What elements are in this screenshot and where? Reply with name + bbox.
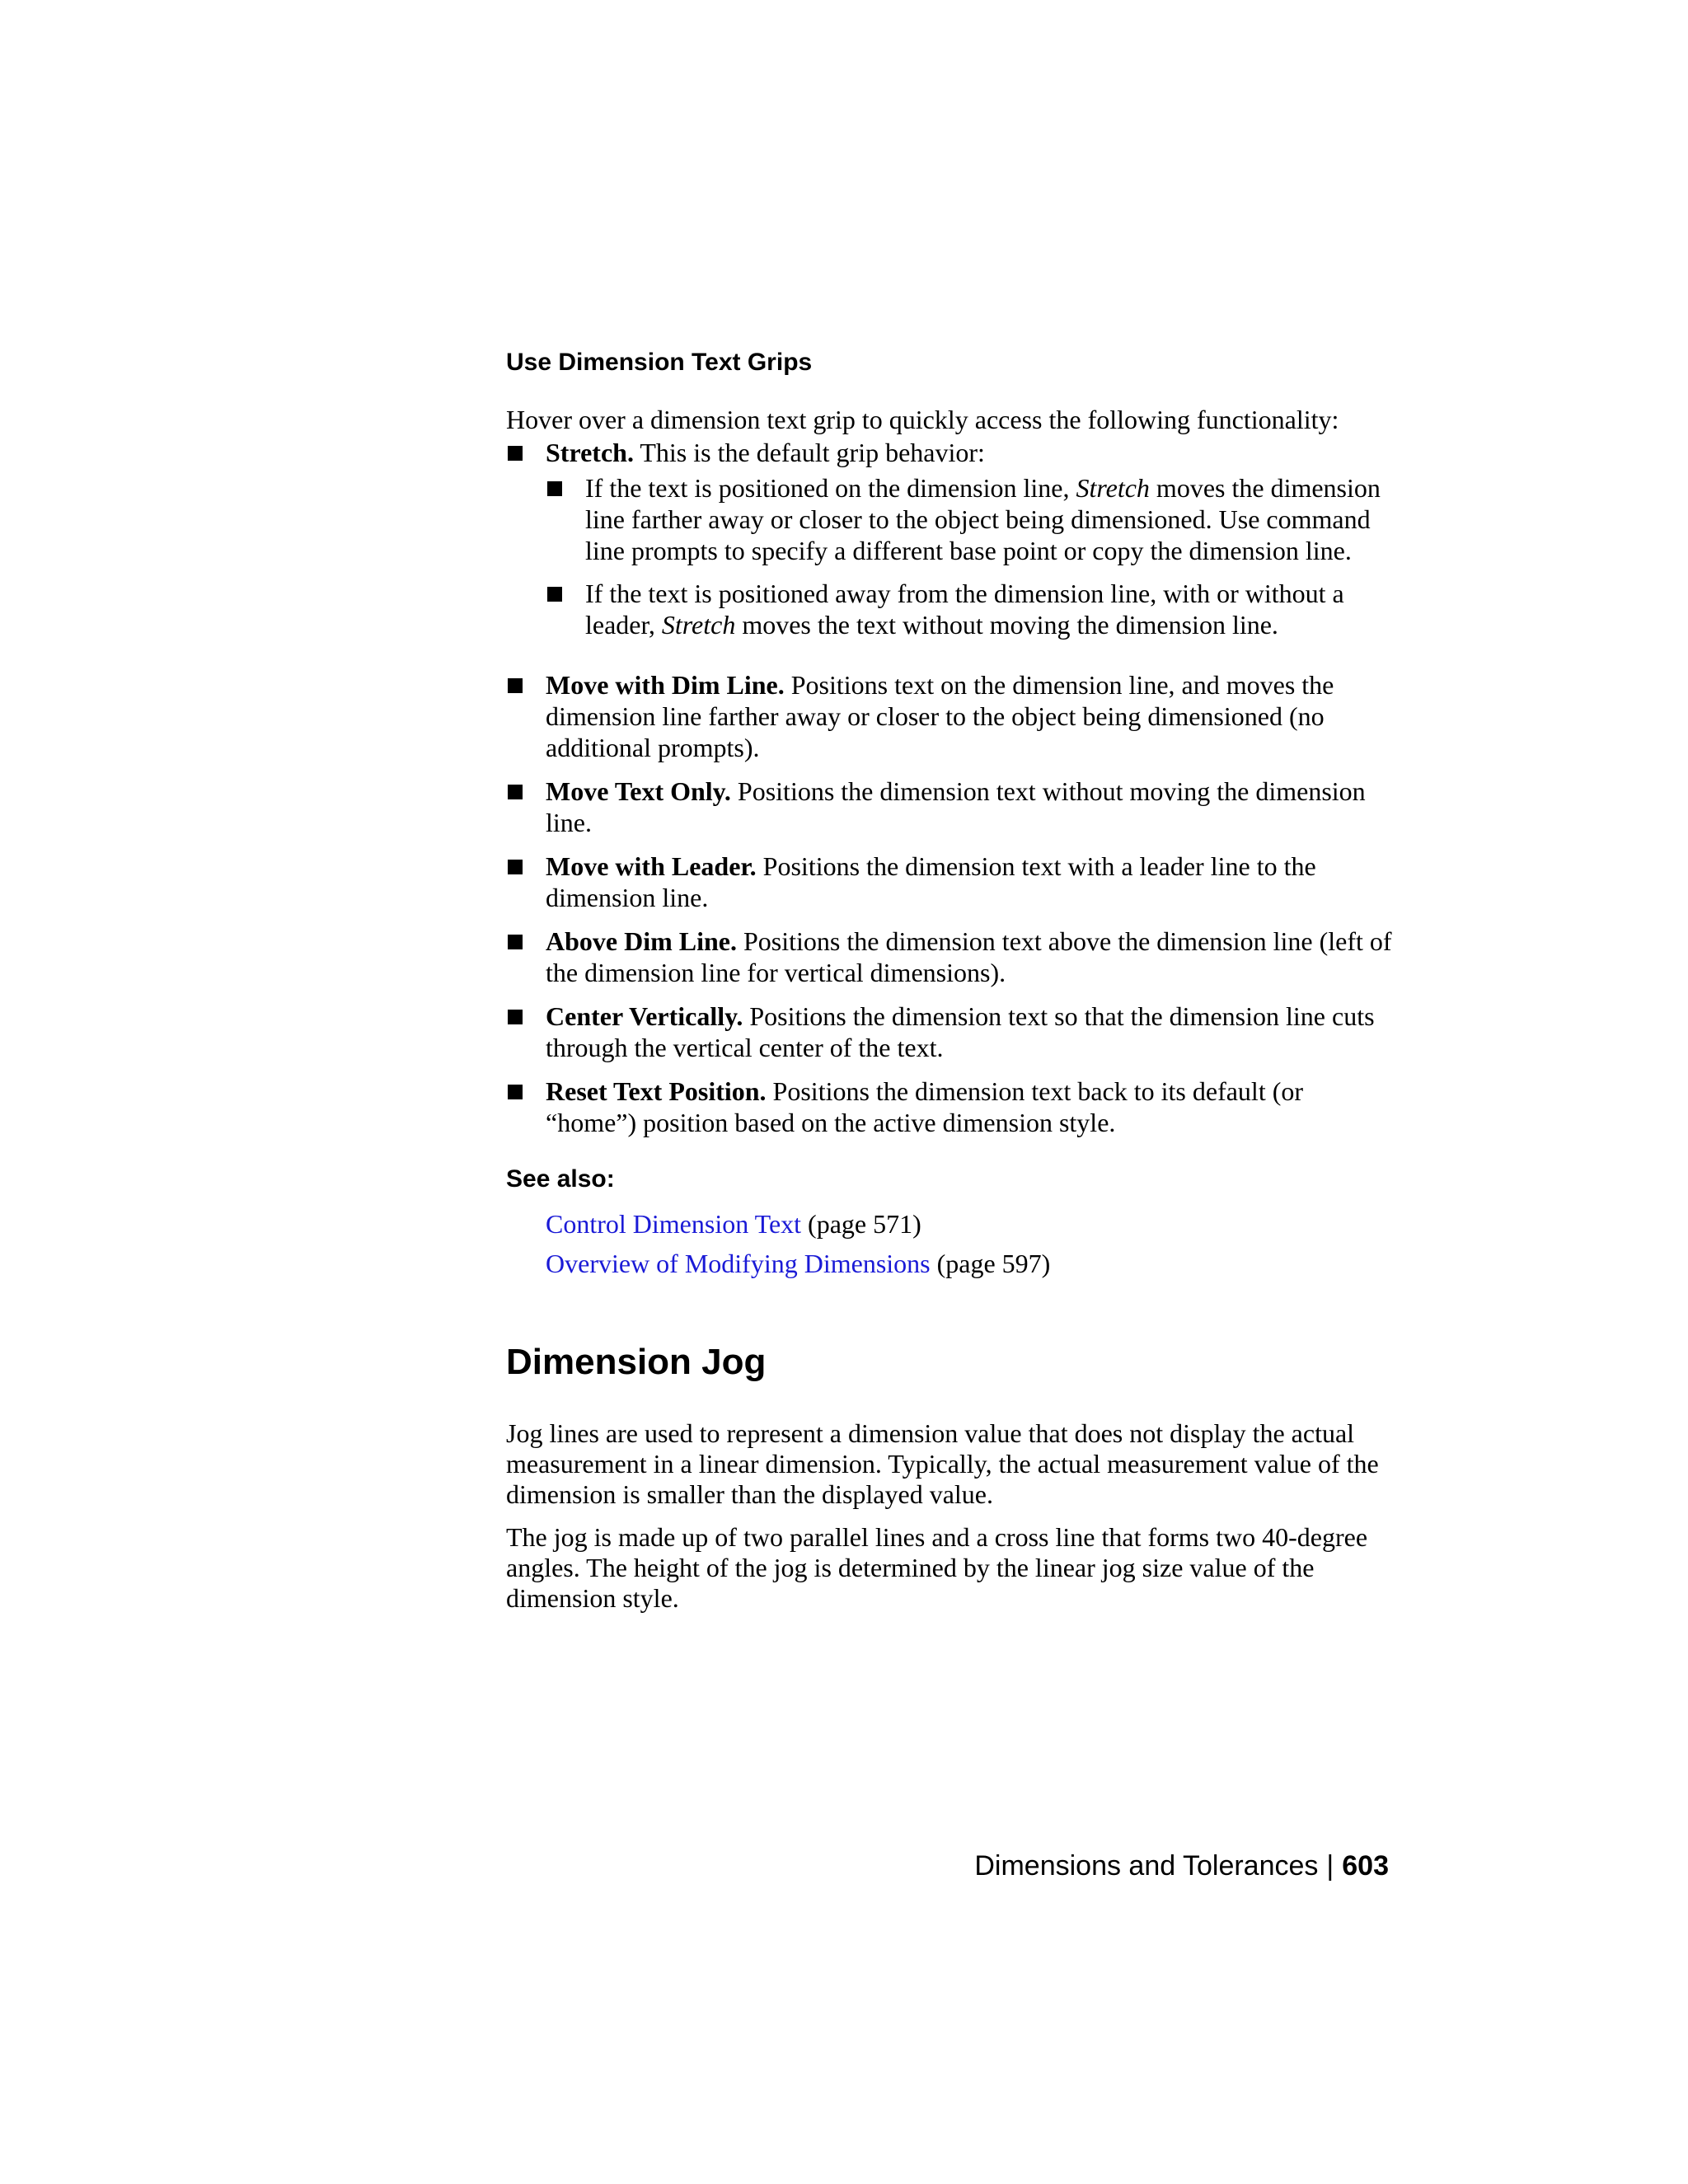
page-footer [974,1848,1389,1884]
sublist-text: If the text is positioned away from the dimension line, with or without a leader, [585,579,1344,640]
see-also-heading: See also: [506,1165,615,1193]
list-item-term: Stretch. [546,438,634,467]
stretch-sublist [546,472,1396,640]
list-item-text: Positions the dimension text with a leader line to the dimension line. [546,851,1316,912]
list-item [506,1076,1396,1138]
sublist-text: moves the dimension line farther away or closer to the object being dimensioned. Use command line prompts to specify a different base point or copy the dimension line. [585,473,1381,565]
body-paragraph: Jog lines are used to represent a dimension value that does not display the actual measurement in a linear dimension. Typically, the actual measurement value of the dimension is smaller than the displayed value. [506,1418,1379,1509]
bullet-square-icon [508,1010,523,1024]
see-also-item [546,1244,1396,1283]
list-item-text: Positions the dimension text back to its default (or “home”) position based on the active dimension style. [546,1076,1304,1137]
list-item [506,669,1396,763]
link-overview-modifying-dimensions[interactable]: Overview of Modifying Dimensions [546,1249,931,1278]
sublist-text: If the text is positioned on the dimension line, [585,473,1076,503]
section-title: Dimension Jog [506,1342,767,1382]
list-item-text: Positions the dimension text above the dimension line (left of the dimension line for vertical dimensions). [546,926,1392,987]
intro-paragraph: Hover over a dimension text grip to quickly access the following functionality: [506,405,1339,434]
list-item-term: Move Text Only. [546,776,731,806]
see-also-item [546,1204,1396,1244]
page-reference: (page 571) [801,1209,921,1239]
list-item [506,851,1396,913]
bullet-square-icon [508,1085,523,1099]
sublist-item [546,472,1396,566]
list-item-term: Reset Text Position. [546,1076,767,1106]
sublist-emphasis: Stretch [661,610,736,640]
sublist-item [546,578,1396,640]
body-paragraph: The jog is made up of two parallel lines and a cross line that forms two 40-degree angles. The height of the jog is determined by the linear jog size value of the dimension style. [506,1522,1368,1613]
list-item-term: Above Dim Line. [546,926,737,956]
footer-chapter-title: Dimensions and Tolerances [974,1850,1319,1882]
list-item [506,926,1396,988]
list-item-term: Move with Dim Line. [546,670,785,700]
list-item-term: Move with Leader. [546,851,757,881]
page-content [506,346,1396,1626]
bullet-square-icon [547,481,562,496]
bullet-square-icon [508,935,523,949]
list-item-term: Center Vertically. [546,1001,743,1031]
bullet-square-icon [547,587,562,602]
link-control-dimension-text[interactable]: Control Dimension Text [546,1209,802,1239]
list-item [506,776,1396,838]
bullet-square-icon [508,678,523,693]
bullet-square-icon [508,785,523,799]
sublist-emphasis: Stretch [1076,473,1150,503]
grip-options-list [506,437,1396,1138]
page-number: 603 [1342,1850,1389,1882]
see-also-list [506,1204,1396,1283]
list-item-text: Positions the dimension text without moving the dimension line. [546,776,1366,837]
list-item-text: Positions text on the dimension line, and moves the dimension line farther away or closer to the object being dimensioned (no additional prompts). [546,670,1334,762]
page-reference: (page 597) [930,1249,1051,1278]
list-item-text: This is the default grip behavior: [633,438,985,467]
list-item-text: Positions the dimension text so that the dimension line cuts through the vertical center of the text. [546,1001,1375,1062]
list-item [506,1001,1396,1063]
footer-separator: | [1326,1850,1334,1882]
subsection-title: Use Dimension Text Grips [506,349,813,376]
sublist-text: moves the text without moving the dimension line. [735,610,1278,640]
list-item-stretch [506,437,1396,640]
bullet-square-icon [508,446,523,461]
bullet-square-icon [508,860,523,874]
